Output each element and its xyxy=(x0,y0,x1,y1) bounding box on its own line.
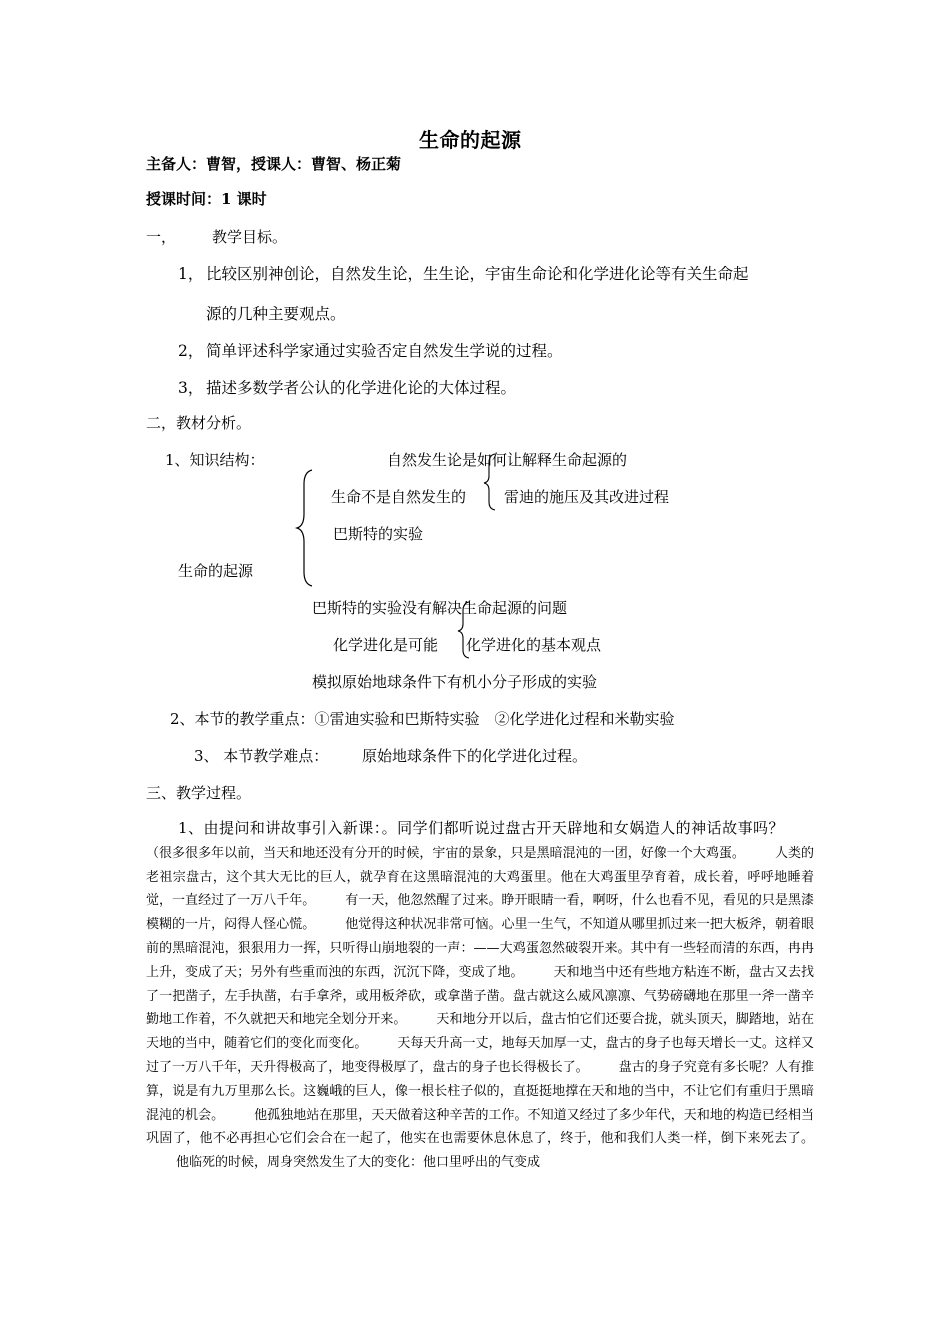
story-sentence: （很多很多年以前，当天和地还没有分开的时候，宇宙的景象，只是黑暗混沌的一团，好像一个大鸡蛋。 xyxy=(146,845,745,861)
tree-node-simulate: 模拟原始地球条件下有机小分子形成的实验 xyxy=(312,673,598,691)
tree-node-chem-possible: 化学进化是可能 xyxy=(333,636,439,654)
tree-node-chem-basic: 化学进化的基本观点 xyxy=(466,636,602,654)
difficult-points-label: 3、 本节教学难点： xyxy=(194,747,329,765)
tree-root: 生命的起源 xyxy=(178,562,254,580)
time-line: 授课时间：1 课时 xyxy=(146,190,267,208)
objective-1-line2: 源的几种主要观点。 xyxy=(206,305,346,323)
lower-sub-brace-icon xyxy=(456,600,472,660)
story-paragraph xyxy=(146,817,814,1175)
upper-sub-brace-icon xyxy=(482,452,498,512)
main-brace-icon xyxy=(296,468,316,588)
section3-heading: 三、教学过程。 xyxy=(146,784,252,802)
tree-node-redi: 雷迪的施压及其改进过程 xyxy=(504,488,670,506)
key-points: 2、本节的教学重点：①雷迪实验和巴斯特实验 ②化学进化过程和米勒实验 xyxy=(170,710,675,728)
knowledge-structure-label: 1、知识结构： xyxy=(165,451,265,469)
section1-heading-num: 一， xyxy=(146,228,177,246)
tree-node-pasteur-exp: 巴斯特的实验 xyxy=(333,525,424,543)
story-sentence: 他觉得这种状况非常可恼。心里一生气，不知道从哪里抓过来一把大板斧，朝着眼前的黑暗混沌，狠狠用力一挥，只听得山崩地裂的一声：——大鸡蛋忽然破裂开来。其中有一些轻而清的东西，冉冉上升，变成了天；另外有些重而浊的东西，沉沉下降，变成了地。 xyxy=(146,917,814,980)
tree-node-natural-explain: 自然发生论是如何让解释生命起源的 xyxy=(387,451,628,469)
story-sentence: 他孤独地站在那里，天天做着这种辛苦的工作。不知道又经过了多少年代，天和地的构造已经相当巩固了，他不必再担心它们会合在一起了，他实在也需要休息休息了，终于，他和我们人类一样，倒下来死去了。 xyxy=(146,1107,814,1147)
objective-3: 描述多数学者公认的化学进化论的大体过程。 xyxy=(206,379,517,397)
story-sentence: 他临死的时候，周身突然发生了大的变化：他口里呼出的气变成 xyxy=(176,1155,541,1171)
story-sentence: 天和地当中还有些地方粘连不断，盘古又去找了一把凿子，左手执凿，右手拿斧，或用板斧砍，或拿凿子凿。盘古就这么威风凛凛、气势磅礴地在那里一斧一凿辛勤地工作着，不久就把天和地完全划分开来。 xyxy=(146,964,814,1028)
story-sentence: 天和地分开以后，盘古怕它们还要合拢，就头顶天，脚踏地，站在天地的当中，随着它们的变化而变化。 xyxy=(146,1012,814,1052)
page-title: 生命的起源 xyxy=(419,128,522,152)
section2-heading: 二，教材分析。 xyxy=(146,414,252,432)
preparer-line: 主备人：曹智，授课人：曹智、杨正菊 xyxy=(146,155,402,173)
objective-1-num: 1， xyxy=(178,265,204,283)
tree-node-pasteur-unsolved: 巴斯特的实验没有解决生命起源的问题 xyxy=(312,599,568,617)
story-sentence: 天每天升高一丈，地每天加厚一丈，盘古的身子也每天增长一丈。这样又过了一万八千年，天升得极高了，地变得极厚了，盘古的身子也长得极长了。 xyxy=(146,1036,814,1075)
difficult-points: 原始地球条件下的化学进化过程。 xyxy=(362,747,588,765)
story-sentence: 盘古的身子究竟有多长呢？人有推算，说是有九万里那么长。这巍峨的巨人，像一根长柱子似的，直挺挺地撑在天和地的当中，不让它们有重归于黑暗混沌的机会。 xyxy=(146,1059,814,1123)
story-intro: 1、由提问和讲故事引入新课：。同学们都听说过盘古开天辟地和女娲造人的神话故事吗？ xyxy=(178,819,784,837)
tree-node-not-natural: 生命不是自然发生的 xyxy=(331,488,467,506)
section1-heading: 教学目标。 xyxy=(212,228,288,246)
story-sentence: 人类的老祖宗盘古，这个其大无比的巨人，就孕育在这黑暗混沌的大鸡蛋里。他在大鸡蛋里孕育着，成长着，呼呼地睡着觉，一直经过了一万八千年。 xyxy=(146,845,814,909)
objective-1-line1: 比较区别神创论，自然发生论，生生论，宇宙生命论和化学进化论等有关生命起 xyxy=(206,265,749,283)
objective-3-num: 3， xyxy=(178,379,204,397)
objective-2-num: 2， xyxy=(178,342,204,360)
story-sentence: 有一天，他忽然醒了过来。睁开眼睛一看，啊呀，什么也看不见，看见的只是黑漆模糊的一片，闷得人怪心慌。 xyxy=(146,893,814,933)
objective-2: 简单评述科学家通过实验否定自然发生学说的过程。 xyxy=(206,342,563,360)
